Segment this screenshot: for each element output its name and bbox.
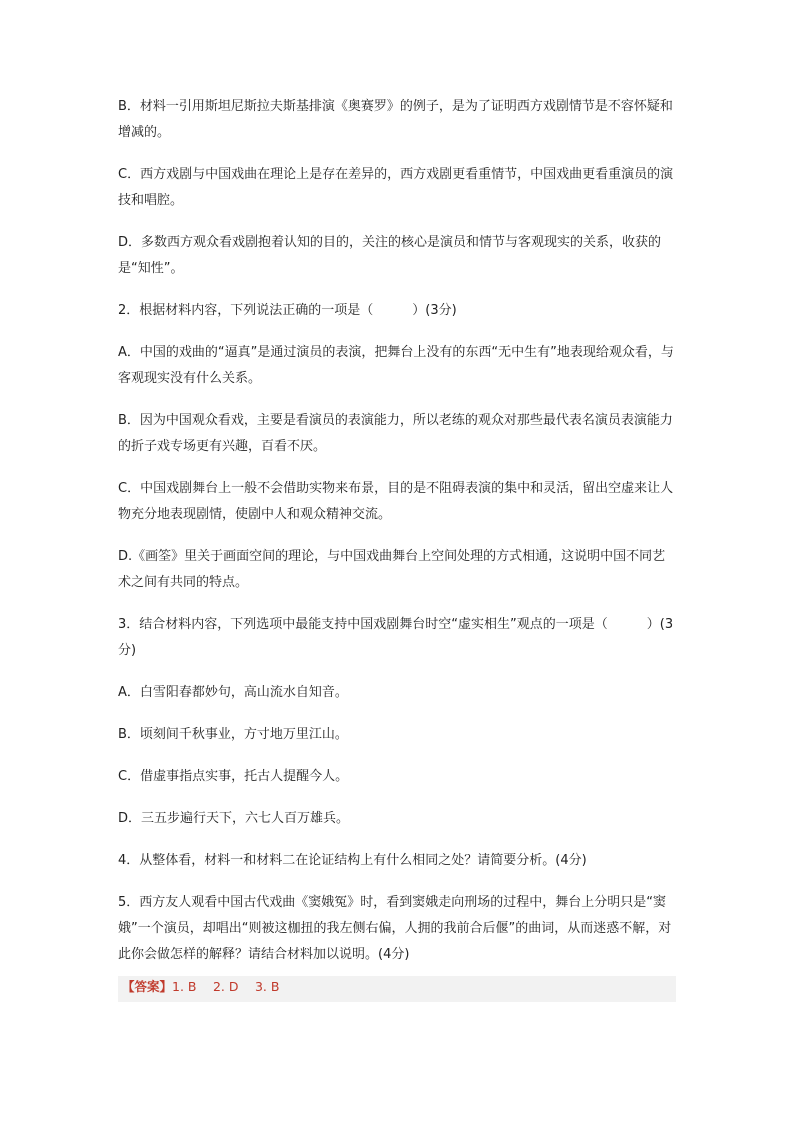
answer-values: 1. B 2. D 3. B: [172, 979, 280, 994]
q2-option-c: C．中国戏剧舞台上一般不会借助实物来布景，目的是不阻碍表演的集中和灵活，留出空虚来让人物充分地表现剧情，使剧中人和观众精神交流。: [118, 481, 674, 522]
q2-option-a: A．中国的戏曲的“逼真”是通过演员的表演，把舞台上没有的东西“无中生有”地表现给观众看，与客观现实没有什么关系。: [118, 345, 674, 386]
q4-stem: 4．从整体看，材料一和材料二在论证结构上有什么相同之处？请简要分析。(4分): [118, 853, 587, 868]
q3-option-d: D．三五步遍行天下，六七人百万雄兵。: [118, 811, 350, 826]
question-content: [118, 94, 678, 984]
q1-option-c: C．西方戏剧与中国戏曲在理论上是存在差异的，西方戏剧更看重情节，中国戏曲更看重演员的演技和唱腔。: [118, 167, 674, 208]
q2-option-d: D.《画筌》里关于画面空间的理论，与中国戏曲舞台上空间处理的方式相通，这说明中国不同艺术之间有共同的特点。: [118, 549, 666, 590]
q3-option-a: A．白雪阳春都妙句，高山流水自知音。: [118, 685, 348, 700]
answer-box: [118, 976, 676, 1002]
q1-option-d: D．多数西方观众看戏剧抱着认知的目的，关注的核心是演员和情节与客观现实的关系，收获的是“知性”。: [118, 235, 662, 276]
q5-stem: 5．西方友人观看中国古代戏曲《窦娥冤》时，看到窦娥走向刑场的过程中，舞台上分明只是“窦娥”一个演员，却唱出“则被这枷扭的我左侧右偏，人拥的我前合后偃”的曲词，从而迷惑不解，对此你会做怎样的解释？请结合材料加以说明。(4分): [118, 895, 672, 962]
q3-stem: 3．结合材料内容，下列选项中最能支持中国戏剧舞台时空“虚实相生”观点的一项是（ ）(3分): [118, 617, 674, 658]
q2-stem: 2．根据材料内容，下列说法正确的一项是（ ）(3分): [118, 303, 457, 318]
q3-option-c: C．借虚事指点实事，托古人提醒今人。: [118, 769, 349, 784]
q3-option-b: B．顷刻间千秋事业，方寸地万里江山。: [118, 727, 348, 742]
q2-option-b: B．因为中国观众看戏，主要是看演员的表演能力，所以老练的观众对那些最代表名演员表演能力的折子戏专场更有兴趣，百看不厌。: [118, 413, 673, 454]
answer-tag: 【答案】: [122, 979, 173, 994]
q1-option-b: B．材料一引用斯坦尼斯拉夫斯基排演《奥赛罗》的例子，是为了证明西方戏剧情节是不容怀疑和增减的。: [118, 99, 673, 140]
